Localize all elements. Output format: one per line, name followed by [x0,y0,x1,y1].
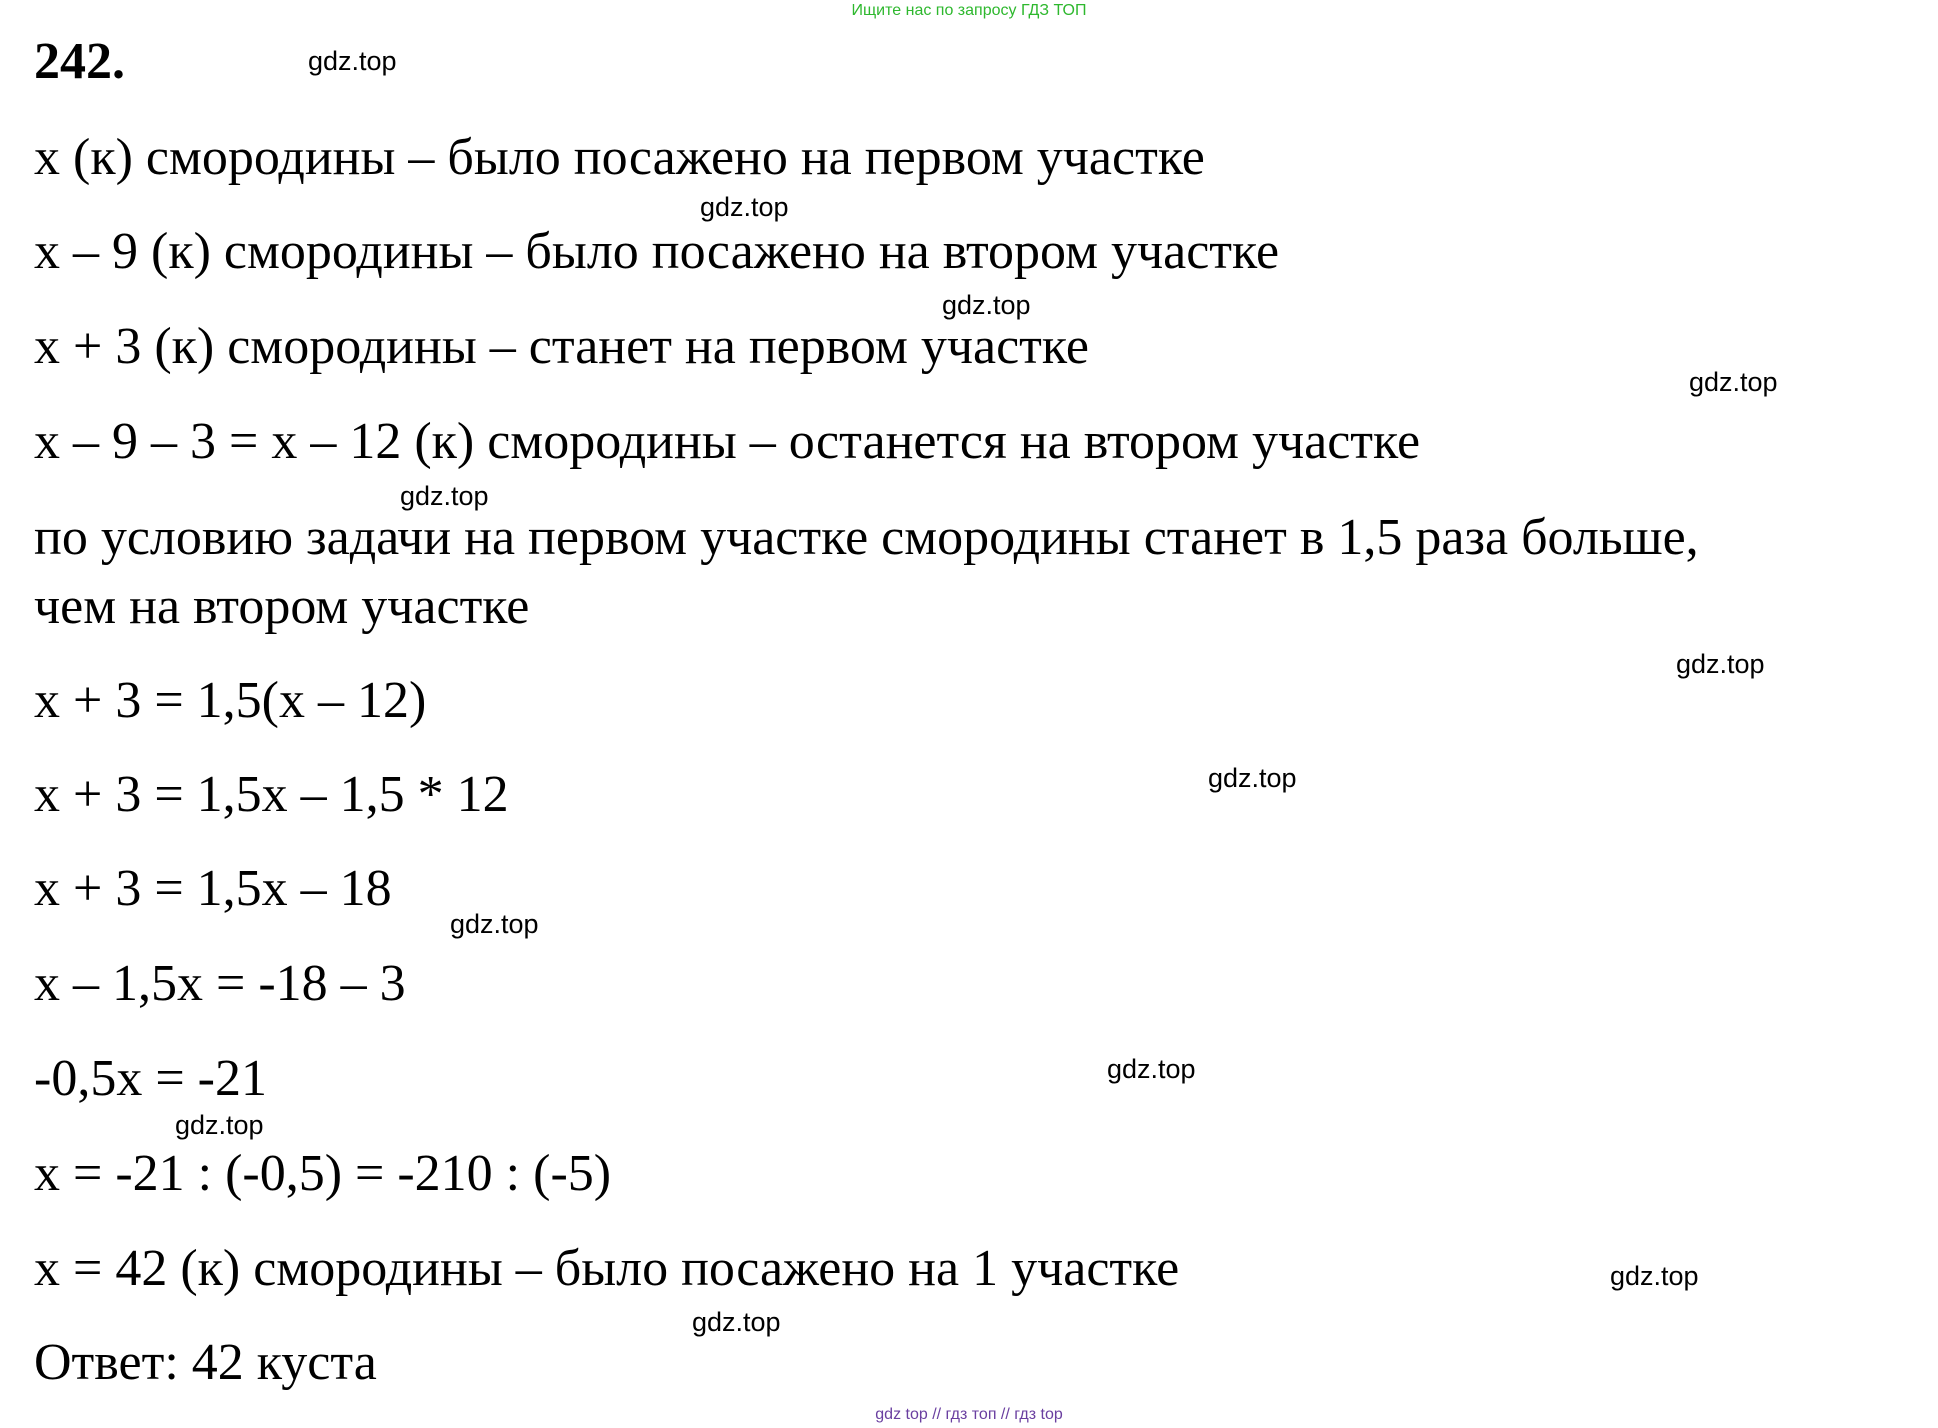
watermark: gdz.top [1208,763,1297,793]
watermark: gdz.top [1107,1054,1196,1084]
solution-line: x = 42 (к) смородины – было посажено на 1 участке [34,1240,1180,1297]
watermark: gdz.top [308,46,397,76]
solution-line: x + 3 = 1,5x – 18 [34,860,392,917]
watermark: gdz.top [175,1110,264,1140]
solution-line: x + 3 = 1,5x – 1,5 * 12 [34,766,509,823]
solution-line: x – 9 (к) смородины – было посажено на втором участке [34,223,1280,280]
watermark: gdz.top [1676,649,1765,679]
watermark: gdz.top [700,192,789,222]
answer-line: Ответ: 42 куста [34,1334,377,1391]
watermark: gdz.top [942,290,1031,320]
solution-line: x + 3 (к) смородины – станет на первом участке [34,318,1089,375]
watermark: gdz.top [1689,367,1778,397]
task-number: 242. [34,33,125,90]
solution-line: чем на втором участке [34,578,530,635]
solution-line: x + 3 = 1,5(x – 12) [34,672,427,729]
watermark: gdz.top [692,1307,781,1337]
solution-line: по условию задачи на первом участке смородины станет в 1,5 раза больше, [34,509,1699,566]
solution-line: x – 9 – 3 = x – 12 (к) смородины – останется на втором участке [34,413,1421,470]
solution-line: x (к) смородины – было посажено на первом участке [34,129,1205,186]
watermark: gdz.top [450,909,539,939]
top-banner: Ищите нас по запросу ГДЗ ТОП [851,2,1087,19]
watermark: gdz.top [1610,1261,1699,1291]
watermark: gdz.top [400,481,489,511]
solution-line: x = -21 : (-0,5) = -210 : (-5) [34,1145,612,1202]
footer-watermark: gdz top // гдз топ // гдз top [875,1406,1063,1423]
solution-line: x – 1,5x = -18 – 3 [34,955,406,1012]
solution-line: -0,5x = -21 [34,1050,267,1107]
